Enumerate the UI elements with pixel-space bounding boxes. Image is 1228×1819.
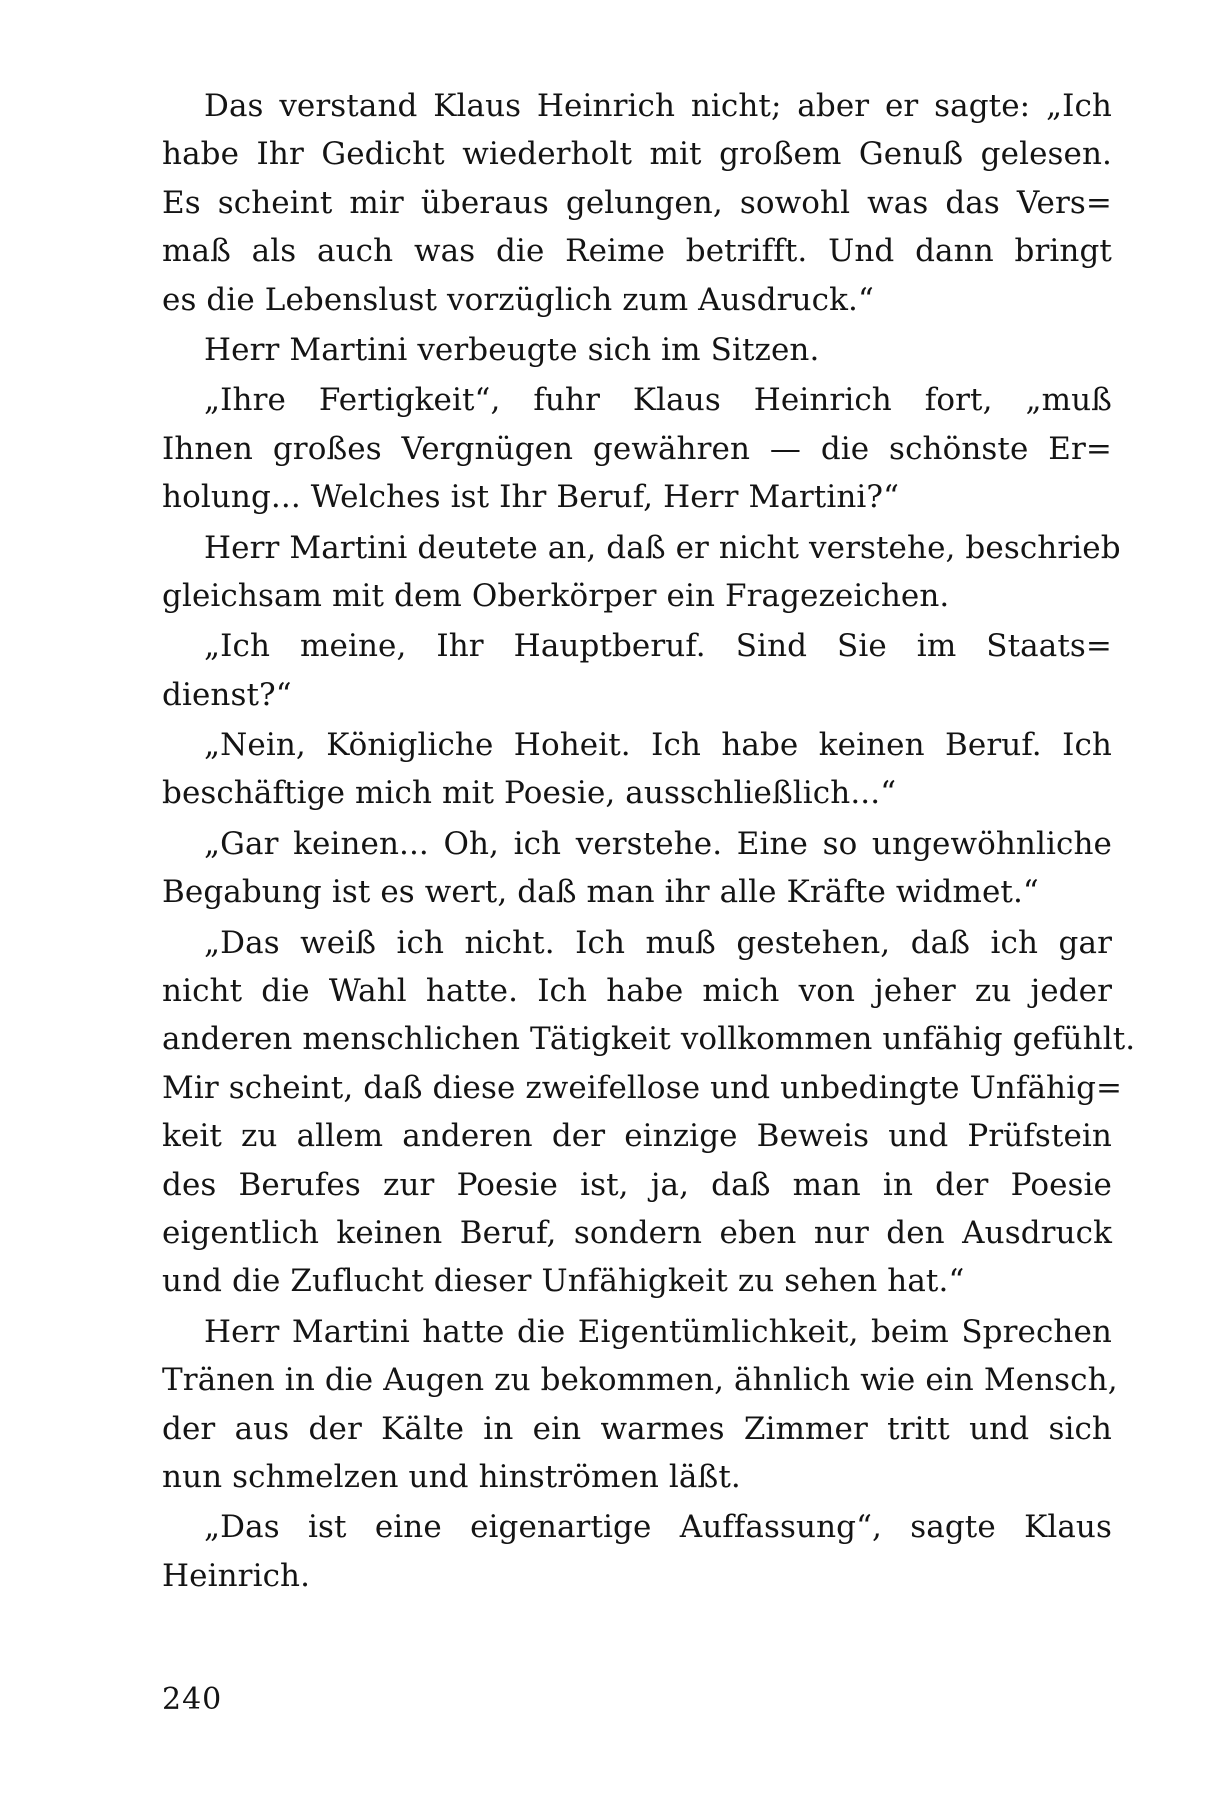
text-line: Tränen in die Augen zu bekommen, ähnlich wie ein Mensch, (162, 1362, 1118, 1399)
text-line: Ihnen großes Vergnügen gewähren — die schönste Er= (162, 430, 1112, 467)
text-line: gleichsam mit dem Oberkörper ein Fragezeichen. (162, 577, 950, 614)
paragraph (162, 524, 1121, 621)
text-line: nicht die Wahl hatte. Ich habe mich von jeher zu jeder (162, 973, 1112, 1010)
paragraph (162, 1308, 1118, 1502)
text-line: der aus der Kälte in ein warmes Zimmer tritt und sich (162, 1410, 1112, 1447)
text-line: Herr Martini deutete an, daß er nicht verstehe, beschrieb (204, 529, 1121, 566)
text-line: „Nein, Königliche Hoheit. Ich habe keinen Beruf. Ich (204, 727, 1112, 764)
text-line: Das verstand Klaus Heinrich nicht; aber er sagte: „Ich (204, 88, 1112, 124)
text-line: es die Lebenslust vorzüglich zum Ausdruck.“ (162, 281, 874, 318)
text-line: beschäftige mich mit Poesie, ausschließlich...“ (162, 775, 897, 812)
text-line: anderen menschlichen Tätigkeit vollkommen unfähig gefühlt. (162, 1021, 1136, 1058)
text-line: Herr Martini verbeugte sich im Sitzen. (204, 331, 820, 368)
text-line: eigentlich keinen Beruf, sondern eben nur den Ausdruck (162, 1214, 1112, 1251)
text-line: Heinrich. (162, 1557, 311, 1594)
paragraph (162, 82, 1112, 324)
text-line: habe Ihr Gedicht wiederholt mit großem Genuß gelesen. (162, 136, 1112, 173)
text-line: Mir scheint, daß diese zweifellose und unbedingte Unfähig= (162, 1069, 1123, 1106)
body-text (162, 82, 1136, 1602)
text-line: „Das ist eine eigenartige Auffassung“, sagte Klaus (204, 1509, 1112, 1546)
text-line: Es scheint mir überaus gelungen, sowohl was das Vers= (162, 184, 1112, 221)
text-line: „Ich meine, Ihr Hauptberuf. Sind Sie im Staats= (204, 628, 1112, 665)
text-line: keit zu allem anderen der einzige Beweis und Prüfstein (162, 1118, 1112, 1155)
text-line: nun schmelzen und hinströmen läßt. (162, 1458, 741, 1495)
paragraph (162, 326, 1112, 374)
text-line: Begabung ist es wert, daß man ihr alle Kräfte widmet.“ (162, 874, 1039, 911)
page-number: 240 (162, 1682, 223, 1717)
text-line: maß als auch was die Reime betrifft. Und dann bringt (162, 233, 1112, 270)
text-line: dienst?“ (162, 676, 292, 713)
text-line: „Gar keinen... Oh, ich verstehe. Eine so ungewöhnliche (204, 825, 1112, 862)
text-line: „Das weiß ich nicht. Ich muß gestehen, daß ich gar (204, 924, 1112, 961)
text-line: holung... Welches ist Ihr Beruf, Herr Martini?“ (162, 479, 900, 516)
paragraph (162, 820, 1112, 917)
paragraph (162, 1503, 1112, 1600)
paragraph (162, 721, 1112, 818)
text-line: Herr Martini hatte die Eigentümlichkeit, beim Sprechen (204, 1313, 1112, 1350)
text-line: und die Zuflucht dieser Unfähigkeit zu sehen hat.“ (162, 1263, 965, 1300)
paragraph (162, 376, 1112, 521)
paragraph (162, 622, 1112, 719)
text-line: „Ihre Fertigkeit“, fuhr Klaus Heinrich fort, „muß (204, 382, 1112, 419)
paragraph (162, 919, 1136, 1306)
text-line: des Berufes zur Poesie ist, ja, daß man in der Poesie (162, 1166, 1112, 1203)
